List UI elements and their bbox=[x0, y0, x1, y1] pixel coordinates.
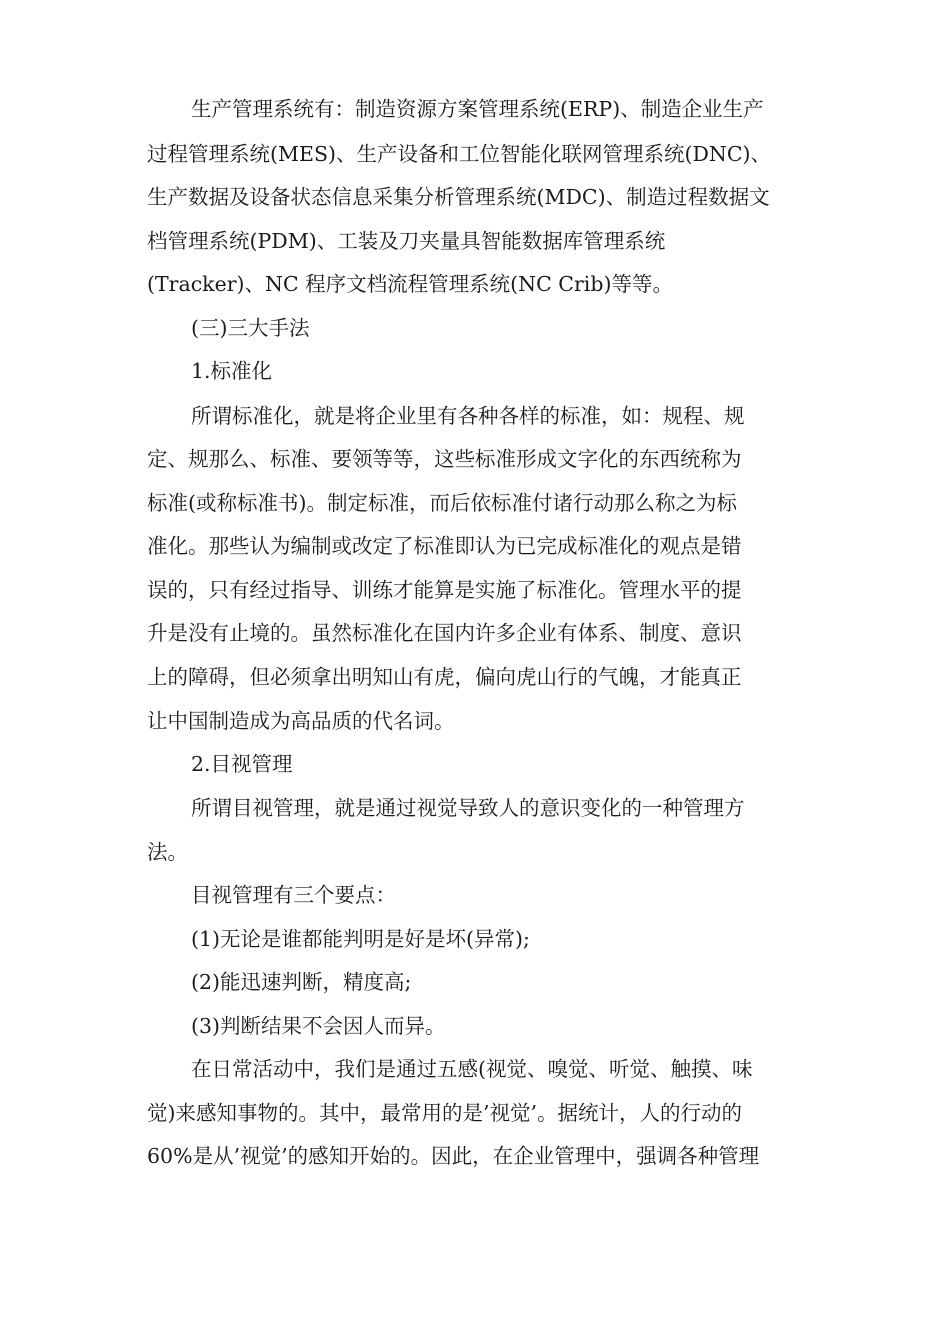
text-line-24: 觉)来感知事物的。其中，最常用的是’视觉’。据统计，人的行动的 bbox=[147, 1101, 743, 1125]
text-line-17: 所谓目视管理，就是通过视觉导致人的意识变化的一种管理方 bbox=[191, 796, 745, 820]
text-line-19: 目视管理有三个要点： bbox=[191, 883, 396, 907]
text-line-25: 60%是从’视觉’的感知开始的。因此，在企业管理中，强调各种管理 bbox=[147, 1144, 760, 1168]
text-line-14: 上的障碍，但必须拿出明知山有虎，偏向虎山行的气魄，才能真正 bbox=[147, 665, 742, 689]
text-line-4: 档管理系统(PDM)、工装及刀夹量具智能数据库管理系统 bbox=[147, 229, 666, 253]
text-line-10: 标准(或称标准书)。制定标准，而后依标准付诸行动那么称之为标 bbox=[147, 491, 737, 515]
text-line-1: 生产管理系统有：制造资源方案管理系统(ERP)、制造企业生产 bbox=[191, 97, 764, 121]
text-line-11: 准化。那些认为编制或改定了标准即认为已完成标准化的观点是错 bbox=[147, 534, 742, 558]
text-line-15: 让中国制造成为高品质的代名词。 bbox=[147, 709, 455, 733]
list-item-3: (3)判断结果不会因人而异。 bbox=[191, 1014, 446, 1038]
section-heading: (三)三大手法 bbox=[191, 316, 310, 340]
subsection-heading-1: 1.标准化 bbox=[191, 359, 273, 383]
list-item-2: (2)能迅速判断，精度高; bbox=[191, 970, 412, 994]
text-line-9: 定、规那么、标准、要领等等，这些标准形成文字化的东西统称为 bbox=[147, 447, 742, 471]
text-line-23: 在日常活动中，我们是通过五感(视觉、嗅觉、听觉、触摸、味 bbox=[191, 1057, 753, 1081]
text-line-13: 升是没有止境的。虽然标准化在国内许多企业有体系、制度、意识 bbox=[147, 621, 742, 645]
text-line-12: 误的，只有经过指导、训练才能算是实施了标准化。管理水平的提 bbox=[147, 578, 742, 602]
text-line-2: 过程管理系统(MES)、生产设备和工位智能化联网管理系统(DNC)、 bbox=[147, 142, 772, 166]
text-line-3: 生产数据及设备状态信息采集分析管理系统(MDC)、制造过程数据文 bbox=[147, 185, 770, 209]
subsection-heading-2: 2.目视管理 bbox=[191, 752, 293, 776]
text-line-5: (Tracker)、NC 程序文档流程管理系统(NC Crib)等等。 bbox=[147, 272, 673, 296]
text-line-8: 所谓标准化，就是将企业里有各种各样的标准，如：规程、规 bbox=[191, 404, 745, 428]
list-item-1: (1)无论是谁都能判明是好是坏(异常); bbox=[191, 927, 530, 951]
text-line-18: 法。 bbox=[147, 840, 188, 864]
